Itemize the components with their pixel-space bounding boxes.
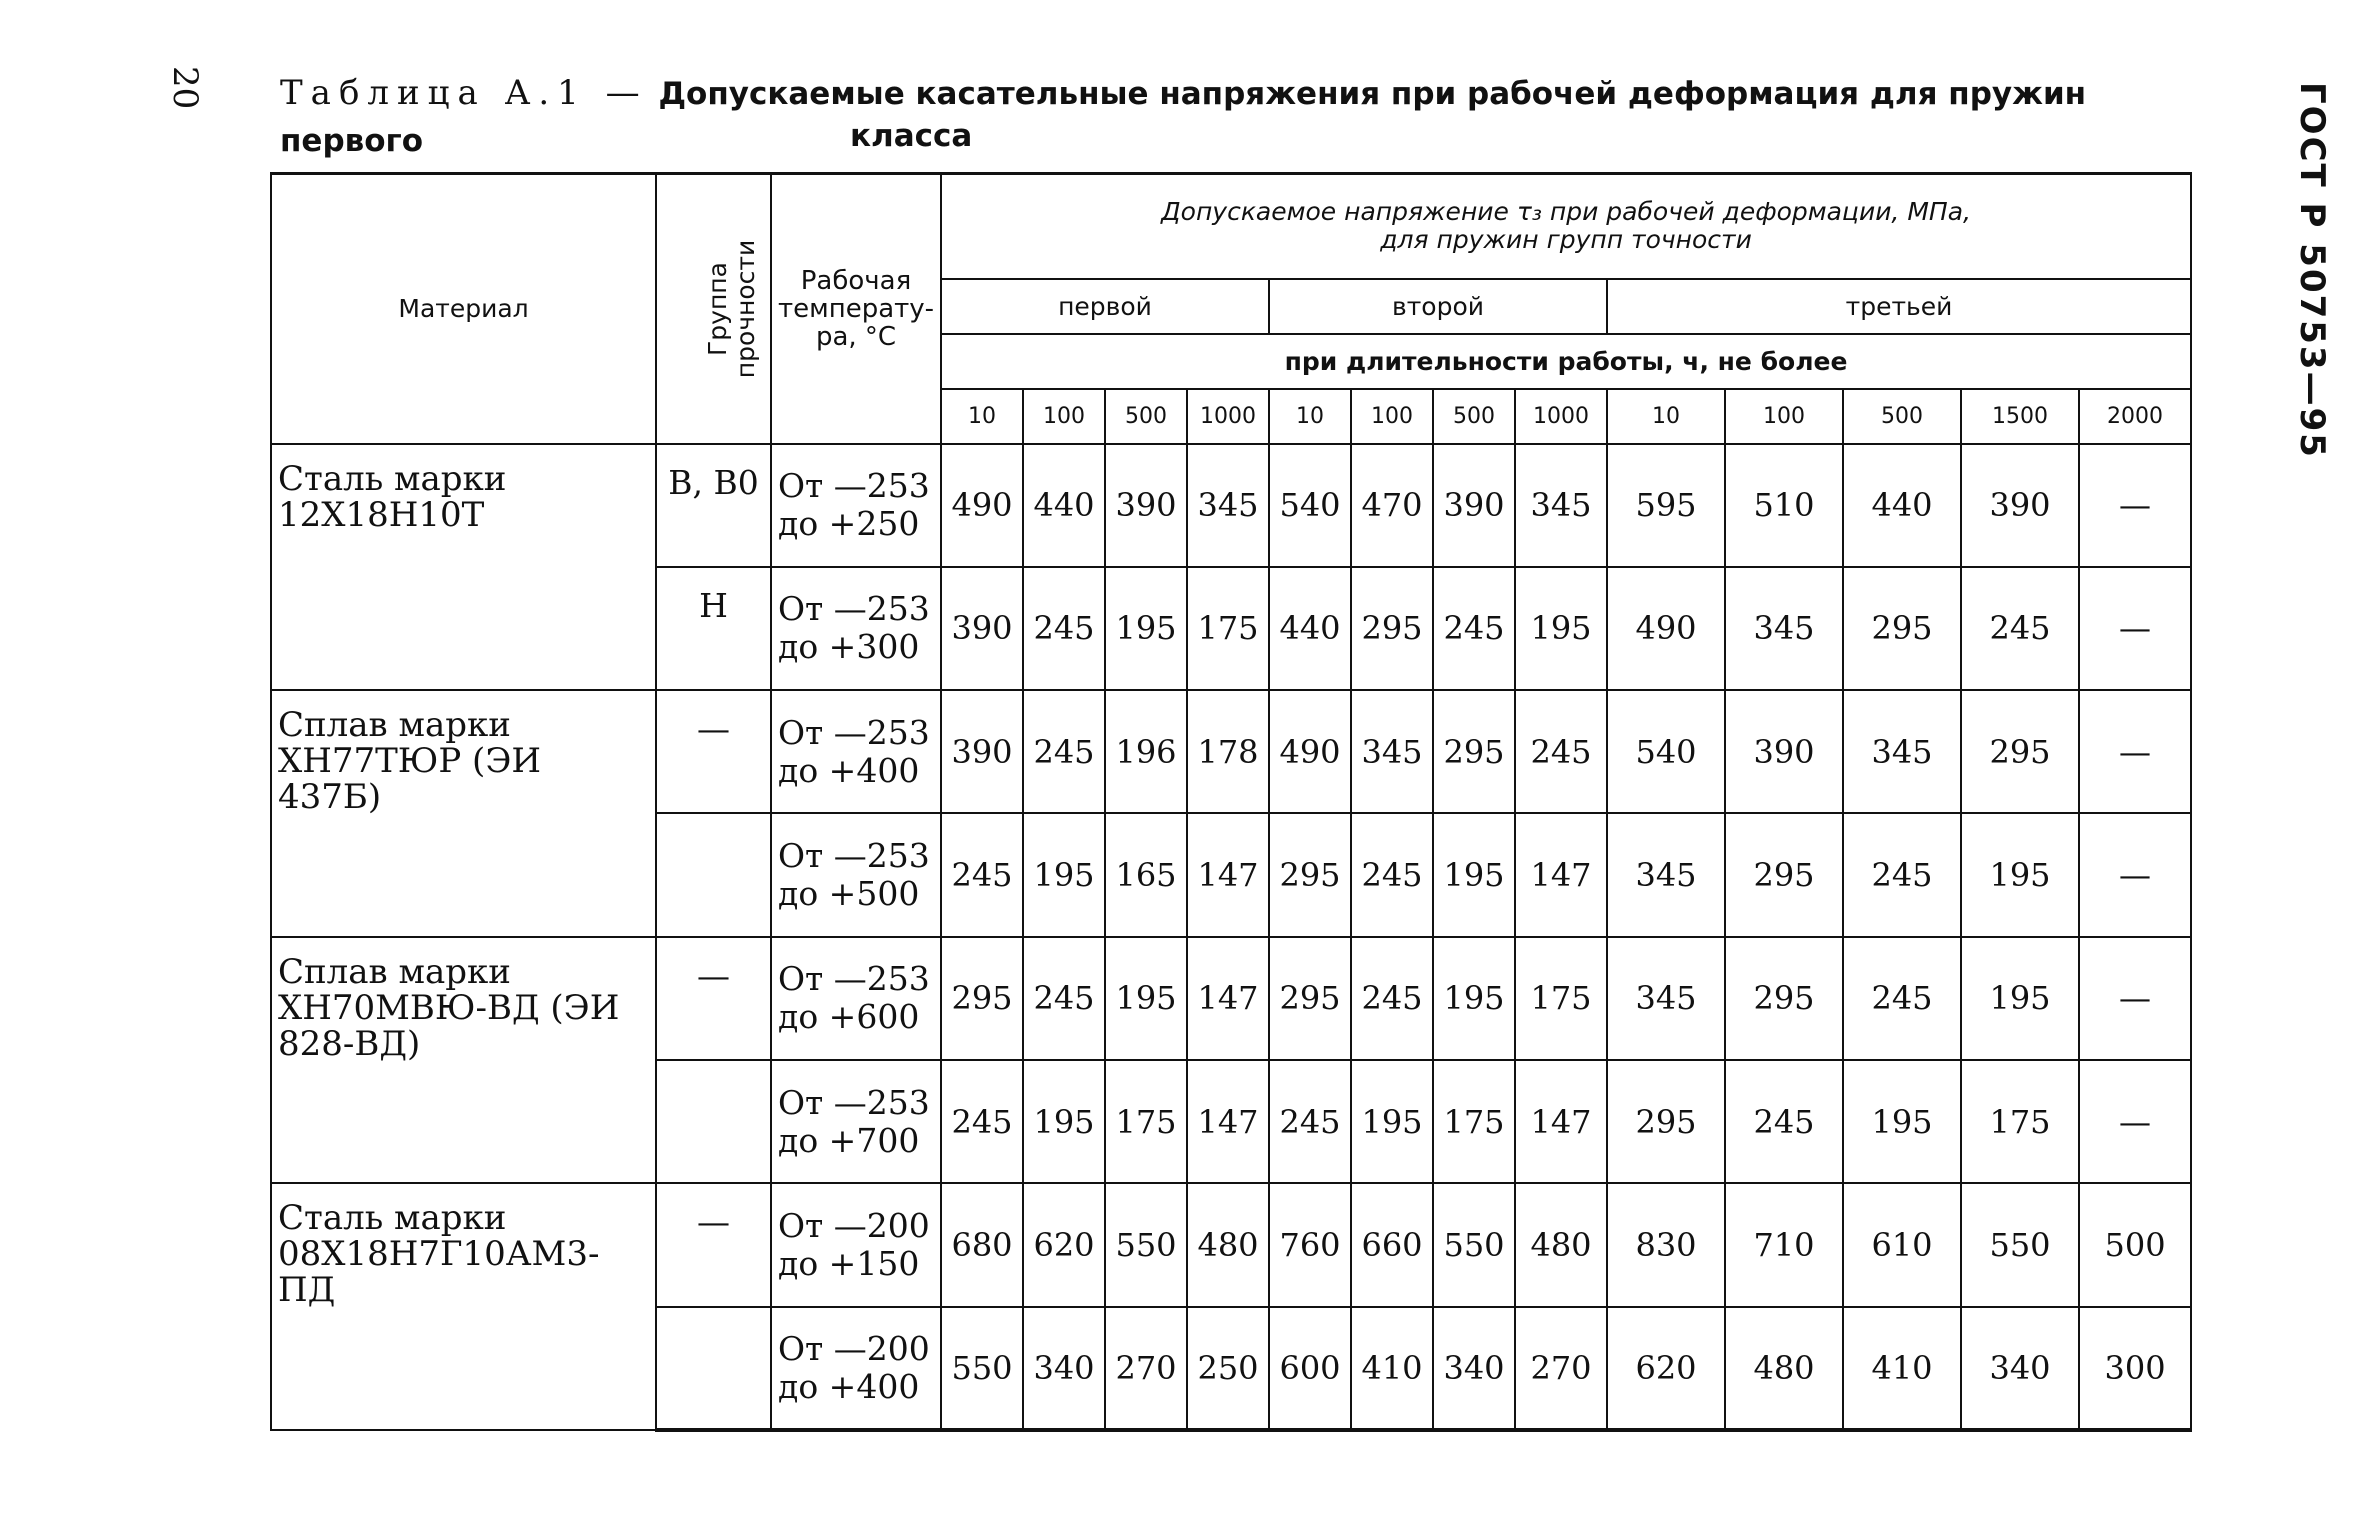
stress-value-cell: 680	[941, 1183, 1023, 1306]
stress-value-cell: 540	[1607, 690, 1725, 813]
header-hours-cell: 1500	[1961, 389, 2079, 444]
temperature-to: до +600	[778, 997, 920, 1037]
group-cell: —	[656, 937, 771, 1060]
stress-value-cell: —	[2079, 813, 2191, 936]
table-body	[271, 444, 2191, 1431]
stress-value-cell: 440	[1023, 444, 1105, 567]
header-hours-cell: 10	[1607, 389, 1725, 444]
stress-value-cell: 470	[1351, 444, 1433, 567]
stress-value-cell: 147	[1187, 813, 1269, 936]
table-row	[271, 690, 2191, 813]
stress-value-cell: 345	[1843, 690, 1961, 813]
stress-value-cell: 195	[1961, 937, 2079, 1060]
stress-value-cell: 245	[1351, 813, 1433, 936]
group-cell: —	[656, 1183, 771, 1306]
stress-value-cell: 195	[1961, 813, 2079, 936]
stress-value-cell: 195	[1843, 1060, 1961, 1183]
stress-value-cell: 195	[1351, 1060, 1433, 1183]
temperature-cell	[771, 567, 941, 690]
stress-value-cell: 480	[1187, 1183, 1269, 1306]
material-name: Сплав марки ХН77ТЮР (ЭИ 437Б)	[271, 690, 656, 937]
stress-value-cell: —	[2079, 444, 2191, 567]
stress-value-cell: 340	[1023, 1307, 1105, 1430]
stress-value-cell: 295	[1843, 567, 1961, 690]
stress-value-cell: 147	[1515, 1060, 1607, 1183]
stress-value-cell: 295	[1725, 937, 1843, 1060]
stress-value-cell: 295	[1351, 567, 1433, 690]
temperature-cell	[771, 937, 941, 1060]
stress-value-cell: 245	[1023, 567, 1105, 690]
stress-value-cell: 295	[1607, 1060, 1725, 1183]
temperature-to: до +300	[778, 627, 920, 667]
temperature-from: От —253	[778, 1082, 930, 1122]
group-cell	[656, 813, 771, 936]
group-cell: В, В0	[656, 444, 771, 567]
header-hours-cell: 1000	[1515, 389, 1607, 444]
stress-value-cell: 147	[1187, 937, 1269, 1060]
stress-value-cell: 295	[941, 937, 1023, 1060]
temperature-from: От —253	[778, 589, 930, 629]
stress-value-cell: 490	[1607, 567, 1725, 690]
temperature-from: От —253	[778, 959, 930, 999]
stress-value-cell: 195	[1105, 567, 1187, 690]
header-duration: при длительности работы, ч, не более	[941, 334, 2191, 389]
header-hours-cell: 10	[1269, 389, 1351, 444]
stress-value-cell: 245	[941, 813, 1023, 936]
stress-value-cell: 345	[1187, 444, 1269, 567]
stress-value-cell: 245	[941, 1060, 1023, 1183]
stress-value-cell: 550	[1105, 1183, 1187, 1306]
temperature-to: до +500	[778, 874, 920, 914]
stress-value-cell: 245	[1961, 567, 2079, 690]
header-temperature: Рабочая температу-ра, °С	[771, 174, 941, 444]
stress-value-cell: 390	[941, 567, 1023, 690]
stress-value-cell: 490	[941, 444, 1023, 567]
header-hours-cell: 1000	[1187, 389, 1269, 444]
temperature-to: до +150	[778, 1244, 920, 1284]
header-hours-cell: 100	[1725, 389, 1843, 444]
stress-value-cell: 490	[1269, 690, 1351, 813]
stress-value-cell: 147	[1515, 813, 1607, 936]
stress-value-cell: 245	[1843, 937, 1961, 1060]
temperature-cell	[771, 1183, 941, 1306]
stress-value-cell: 660	[1351, 1183, 1433, 1306]
stress-value-cell: 245	[1269, 1060, 1351, 1183]
stress-value-cell: 245	[1725, 1060, 1843, 1183]
stress-value-cell: 175	[1105, 1060, 1187, 1183]
stress-value-cell: 245	[1515, 690, 1607, 813]
stress-value-cell: 175	[1433, 1060, 1515, 1183]
stress-value-cell: 295	[1725, 813, 1843, 936]
stress-value-cell: 340	[1961, 1307, 2079, 1430]
stress-value-cell: 600	[1269, 1307, 1351, 1430]
stress-value-cell: 245	[1023, 937, 1105, 1060]
stress-value-cell: 345	[1607, 813, 1725, 936]
stress-value-cell: 147	[1187, 1060, 1269, 1183]
stress-value-cell: —	[2079, 937, 2191, 1060]
temperature-cell	[771, 813, 941, 936]
stress-value-cell: 175	[1187, 567, 1269, 690]
stress-value-cell: 295	[1269, 813, 1351, 936]
temperature-cell	[771, 444, 941, 567]
header-group-text: Группа прочности	[703, 239, 760, 378]
material-name: Сплав марки ХН70МВЮ-ВД (ЭИ 828-ВД)	[271, 937, 656, 1184]
header-hours-cell: 500	[1433, 389, 1515, 444]
temperature-from: От —200	[778, 1328, 930, 1368]
temperature-cell	[771, 1307, 941, 1430]
stress-value-cell: 480	[1725, 1307, 1843, 1430]
stress-value-cell: 270	[1105, 1307, 1187, 1430]
stress-value-cell: 410	[1843, 1307, 1961, 1430]
temperature-to: до +250	[778, 504, 920, 544]
table-row	[271, 444, 2191, 567]
stress-value-cell: 195	[1023, 813, 1105, 936]
temperature-cell	[771, 1060, 941, 1183]
header-group-third: третьей	[1607, 279, 2191, 334]
stress-value-cell: 390	[1961, 444, 2079, 567]
stress-value-cell: 550	[1961, 1183, 2079, 1306]
stress-value-cell: 295	[1269, 937, 1351, 1060]
header-material: Материал	[271, 174, 656, 444]
stress-value-cell: 195	[1515, 567, 1607, 690]
header-group-first: первой	[941, 279, 1269, 334]
stress-value-cell: 440	[1269, 567, 1351, 690]
stress-value-cell: 245	[1351, 937, 1433, 1060]
stress-value-cell: 195	[1105, 937, 1187, 1060]
material-name: Сталь марки 08Х18Н7Г10АМ3-ПД	[271, 1183, 656, 1430]
caption-lead: Таблица А.1 —	[280, 73, 648, 113]
stress-value-cell: 245	[1843, 813, 1961, 936]
stress-table	[270, 172, 2192, 1432]
stress-value-cell: 175	[1961, 1060, 2079, 1183]
standard-code: ГОСТ Р 50753—95	[2292, 82, 2332, 459]
header-hours-cell: 500	[1843, 389, 1961, 444]
temperature-cell	[771, 690, 941, 813]
stress-value-cell: 195	[1433, 813, 1515, 936]
stress-value-cell: 830	[1607, 1183, 1725, 1306]
table-caption	[280, 70, 2180, 164]
stress-value-cell: 500	[2079, 1183, 2191, 1306]
stress-value-cell: 195	[1433, 937, 1515, 1060]
stress-value-cell: 390	[1105, 444, 1187, 567]
header-hours-cell: 2000	[2079, 389, 2191, 444]
stress-value-cell: 295	[1961, 690, 2079, 813]
stress-value-cell: 595	[1607, 444, 1725, 567]
caption-title: Допускаемые касательные напряжения при рабочей деформация для пружин первого	[280, 76, 2087, 159]
stress-value-cell: 300	[2079, 1307, 2191, 1430]
temperature-from: От —253	[778, 836, 930, 876]
stress-value-cell: 540	[1269, 444, 1351, 567]
temperature-to: до +700	[778, 1120, 920, 1160]
stress-value-cell: 620	[1023, 1183, 1105, 1306]
temperature-to: до +400	[778, 1366, 920, 1406]
stress-value-cell: 345	[1725, 567, 1843, 690]
header-hours-cell: 10	[941, 389, 1023, 444]
stress-value-cell: 620	[1607, 1307, 1725, 1430]
stress-value-cell: 195	[1023, 1060, 1105, 1183]
stress-value-cell: —	[2079, 567, 2191, 690]
stress-value-cell: —	[2079, 1060, 2191, 1183]
stress-value-cell: 165	[1105, 813, 1187, 936]
table-row	[271, 937, 2191, 1060]
group-cell: Н	[656, 567, 771, 690]
caption-title-continued: класса	[850, 118, 973, 154]
stress-value-cell: 245	[1433, 567, 1515, 690]
stress-value-cell: 480	[1515, 1183, 1607, 1306]
header-group	[656, 174, 771, 444]
temperature-to: до +400	[778, 750, 920, 790]
table-row	[271, 1183, 2191, 1306]
stress-value-cell: 760	[1269, 1183, 1351, 1306]
group-cell	[656, 1307, 771, 1430]
stress-value-cell: 345	[1607, 937, 1725, 1060]
stress-value-cell: —	[2079, 690, 2191, 813]
stress-value-cell: 295	[1433, 690, 1515, 813]
stress-value-cell: 340	[1433, 1307, 1515, 1430]
stress-value-cell: 270	[1515, 1307, 1607, 1430]
header-stress: Допускаемое напряжение τ₃ при рабочей деформации, МПа, для пружин групп точности	[941, 174, 2191, 279]
stress-value-cell: 250	[1187, 1307, 1269, 1430]
stress-value-cell: 550	[1433, 1183, 1515, 1306]
stress-value-cell: 710	[1725, 1183, 1843, 1306]
material-name: Сталь марки 12Х18Н10Т	[271, 444, 656, 691]
temperature-from: От —200	[778, 1206, 930, 1246]
stress-value-cell: 550	[941, 1307, 1023, 1430]
stress-value-cell: 390	[941, 690, 1023, 813]
temperature-from: От —253	[778, 712, 930, 752]
stress-value-cell: 510	[1725, 444, 1843, 567]
stress-value-cell: 245	[1023, 690, 1105, 813]
header-hours-cell: 500	[1105, 389, 1187, 444]
group-cell: —	[656, 690, 771, 813]
stress-value-cell: 390	[1725, 690, 1843, 813]
stress-value-cell: 175	[1515, 937, 1607, 1060]
stress-value-cell: 196	[1105, 690, 1187, 813]
stress-value-cell: 345	[1351, 690, 1433, 813]
stress-value-cell: 178	[1187, 690, 1269, 813]
page-number: 20	[165, 66, 205, 110]
header-hours-cell: 100	[1023, 389, 1105, 444]
stress-value-cell: 410	[1351, 1307, 1433, 1430]
temperature-from: От —253	[778, 466, 930, 506]
stress-value-cell: 440	[1843, 444, 1961, 567]
stress-value-cell: 390	[1433, 444, 1515, 567]
header-hours-cell: 100	[1351, 389, 1433, 444]
group-cell	[656, 1060, 771, 1183]
header-group-second: второй	[1269, 279, 1607, 334]
stress-value-cell: 610	[1843, 1183, 1961, 1306]
stress-value-cell: 345	[1515, 444, 1607, 567]
